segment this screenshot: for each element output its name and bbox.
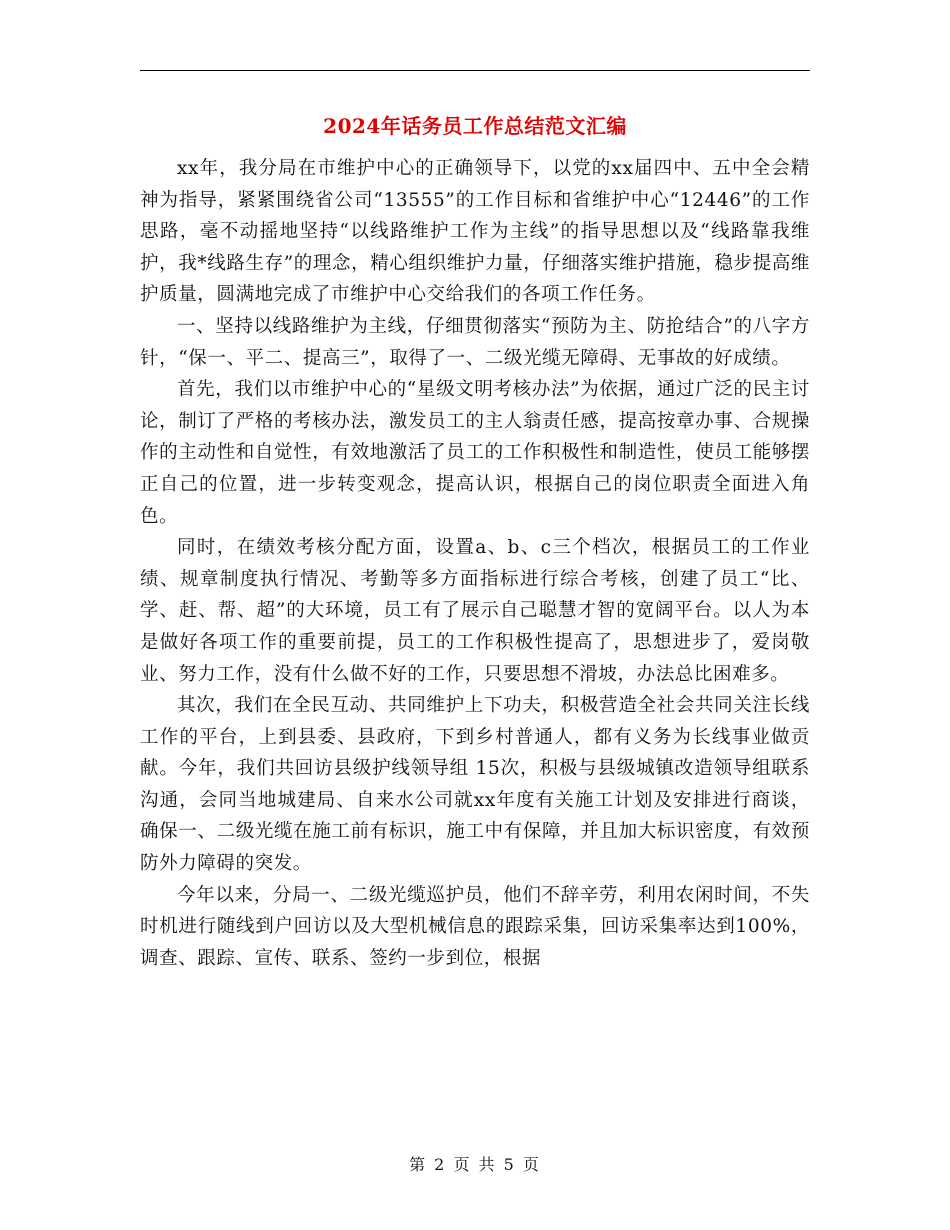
- header-rule: [140, 70, 810, 71]
- document-body: [140, 153, 810, 974]
- paragraph-this-year: 今年以来，分局一、二级光缆巡护员，他们不辞辛劳，利用农闲时间，不失时机进行随线到户回访以及大型机械信息的跟踪采集，回访采集率达到100%，调查、跟踪、宣传、联系、签约一步到位，根据: [140, 884, 810, 969]
- paragraph-meanwhile: 同时，在绩效考核分配方面，设置a、b、c三个档次，根据员工的工作业绩、规章制度执行情况、考勤等多方面指标进行综合考核，创建了员工“比、学、赶、帮、超”的大环境，员工有了展示自己聪慧才智的宽阔平台。以人为本是做好各项工作的重要前提，员工的工作积极性提高了，思想进步了，爱岗敬业、努力工作，没有什么做不好的工作，只要思想不滑坡，办法总比困难多。: [140, 537, 810, 685]
- paragraph-second: 其次，我们在全民互动、共同维护上下功夫，积极营造全社会共同关注长线工作的平台，上到县委、县政府，下到乡村普通人，都有义务为长线事业做贡献。今年，我们共回访县级护线领导组 15次，积极与县级城镇改造领导组联系沟通，会同当地城建局、自来水公司就xx年度有关施工计划及安排进行商谈，确保一、二级光缆在施工前有标识，施工中有保障，并且加大标识密度，有效预防外力障碍的突发。: [140, 695, 810, 875]
- paragraph-intro: xx年，我分局在市维护中心的正确领导下，以党的xx届四中、五中全会精神为指导，紧紧围绕省公司“13555”的工作目标和省维护中心“12446”的工作思路，毫不动摇地坚持“以线路维护工作为主线”的指导思想以及“线路靠我维护，我*线路生存”的理念，精心组织维护力量，仔细落实维护措施，稳步提高维护质量，圆满地完成了市维护中心交给我们的各项工作任务。: [140, 158, 810, 306]
- paragraph-section-one: 一、坚持以线路维护为主线，仔细贯彻落实“预防为主、防抢结合”的八字方针，“保一、平二、提高三”，取得了一、二级光缆无障碍、无事故的好成绩。: [140, 315, 810, 369]
- page-number: 第 2 页 共 5 页: [409, 1155, 541, 1174]
- paragraph-first: 首先，我们以市维护中心的“星级文明考核办法”为依据，通过广泛的民主讨论，制订了严格的考核办法，激发员工的主人翁责任感，提高按章办事、合规操作的主动性和自觉性，有效地激活了员工的工作积极性和制造性，使员工能够摆正自己的位置，进一步转变观念，提高认识，根据自己的岗位职责全面进入角色。: [140, 379, 810, 527]
- document-title: 2024年话务员工作总结范文汇编: [323, 114, 627, 138]
